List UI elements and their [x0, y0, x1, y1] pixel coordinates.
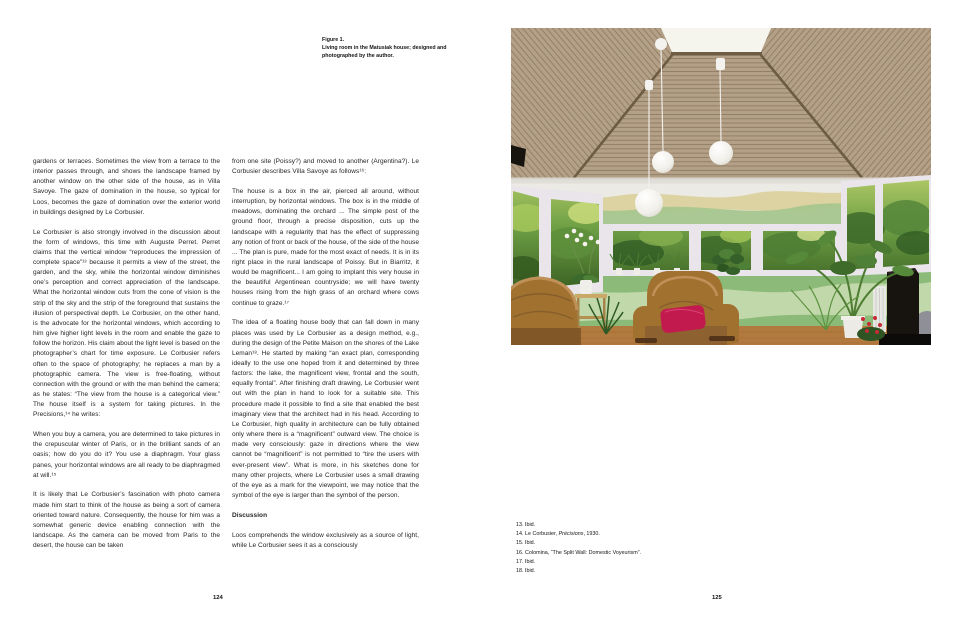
globe-lamp: [635, 189, 663, 217]
page-number-left: 124: [213, 595, 223, 601]
lamp-mount: [645, 80, 653, 90]
footnote: 17. Ibid.: [516, 558, 536, 565]
paragraph: Le Corbusier is also strongly involved in the discussion about the form of windows, this time with Auguste Perret. Perret claims that the vertical window “reproduces the impression of complete space”¹³ because it permits a view of the street, the garden, and the sky, while the horizontal window diminishes one’s perception and correct appreciation of the landscape. What the horizontal window cuts from the cone of vision is the strip of the sky and the strip of the foreground that sustains the illusion of perspectival depth. Le Corbusier, on the other hand, is the advocate for the horizontal windows, which according to him give higher light levels in the room and enable the gaze to follow the horizon. His claim about the light level is based on the photographer’s chart for time exposure. Le Corbusier refers often to the space of photography; he replaces a man by a photographic camera. The view is free-floating, without connection with the ground or with the man behind the camera; as he states: “The view from the house is a categorical view.” The house itself is a system for taking pictures. In the Precisions,¹⁴ he writes:: [33, 228, 220, 419]
text-column-right: [232, 157, 419, 551]
section-heading-discussion: Discussion: [232, 511, 268, 519]
figure-caption-label: Figure 1.: [322, 37, 345, 43]
paragraph: The idea of a floating house body that can fall down in many places was used by Le Corbusier as a design method, e.g., during the design of the Petite Maison on the shores of the Lake Leman¹⁸. He started by making “an exact plan, corresponding ideally to the use one hoped from it and determined by three factors: the lake, the magnificent view, frontal and the south, equally frontal”. After finishing draft drawing, Le Corbusier went out with the plan in hand to look for a suitable site. This procedure made it possible to find a site that enabled the best imaginary view that the architect had in his head. According to Le Corbusier, high quality in architecture can be fully obtained only where there is a “magnificent” outward view. The choice is made very consciously: gaze in directions where the view cannot be “magnificent” is not permitted to “tire the users with ever-present view”. What is more, in his sketches done for many other projects, where Le Corbusier uses a small drawing of the eye as a mark for the viewpoint, we may notice that the symbol of the eye is larger than the symbol of the person.: [232, 319, 419, 500]
paragraph: Loos comprehends the window exclusively as a source of light, while Le Corbusier sees it as a consciously: [232, 531, 419, 549]
paragraph: It is likely that Le Corbusier’s fascination with photo camera made him start to think of the house as being a sort of camera oriented toward nature. Consequently, the house for him was a somewhat generic device enabling connection with the landscape. As the camera can be moved from Paris to the desert, the house can be taken: [33, 491, 220, 550]
footnotes: [516, 521, 756, 576]
globe-lamp: [652, 151, 674, 173]
paragraph: gardens or terraces. Sometimes the view from a terrace to the interior passes through, and shows the landscape framed by another window on the other side of the house, as in Villa Savoye. The gaze of domination in the house, so typical for Loos, becomes the gaze of domination over the exterior world in buildings designed by Le Corbusier.: [33, 158, 220, 216]
lamp-mount: [716, 58, 725, 70]
figure-caption-line: photographed by the author.: [322, 52, 394, 59]
paragraph-quote: The house is a box in the air, pierced all around, without interruption, by horizontal windows. The box is in the middle of meadows, dominating the orchard ... The simple post of the ground floor, through a precise disposition, cuts up the landscape with a regularity that has the effect of suppressing any notion of front or back of the house, of the side of the house ... The plan is pure, made for the most exact of needs. It is in its right place in the rural landscape of Poissy. But in Biarritz, it would be magnificent... I am going to implant this very house in the beautiful Argentinean countryside; we will have twenty houses rising from the high grass of an orchard where cows continue to graze.¹⁷: [232, 187, 419, 307]
figure-caption: [322, 37, 472, 61]
living-room-illustration: [511, 28, 931, 345]
lamp-mount: [655, 38, 667, 50]
footnote: 15. Ibid.: [516, 540, 536, 547]
page-number-right: 125: [712, 595, 722, 601]
footnote: 16. Colomina, “The Split Wall: Domestic Voyeurism”.: [516, 549, 642, 556]
footnote: 13. Ibid.: [516, 522, 536, 528]
text-column-left: [33, 157, 220, 551]
skylight: [661, 28, 771, 54]
footnote: 18. Ibid.: [516, 568, 536, 575]
footnote: 14. Le Corbusier, Précisions, 1930.: [516, 531, 600, 538]
figure-1-photo: [511, 28, 931, 345]
paragraph-quote: When you buy a camera, you are determined to take pictures in the crepuscular winter of Paris, or in the brilliant sands of an oasis; how do you do it? You use a diaphragm. Your glass panes, your horizontal windows are all ready to be diaphragmed at will.¹⁵: [33, 431, 220, 479]
globe-lamp: [709, 141, 733, 165]
paragraph: from one site (Poissy?) and moved to another (Argentina?). Le Corbusier describes Villa Savoye as follows¹⁶:: [232, 158, 419, 176]
figure-caption-line: Living room in the Matusiak house; designed and: [322, 44, 447, 51]
